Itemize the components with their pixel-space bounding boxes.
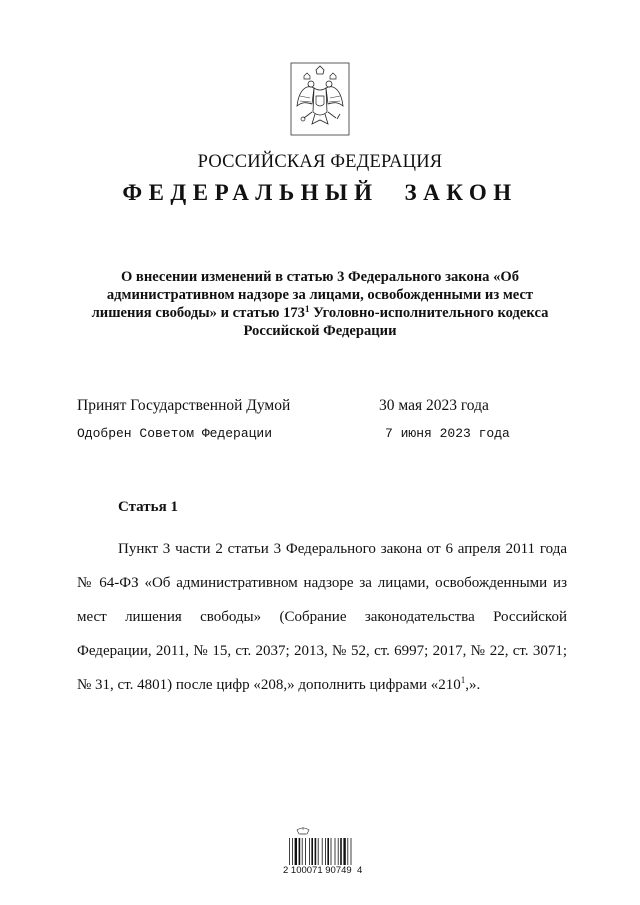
- council-approval-date: 7 июня 2023 года: [385, 426, 510, 441]
- law-title-line3-b: Уголовно-исполнительного кодекса: [309, 305, 549, 321]
- document-type-word1: ФЕДЕРАЛЬНЫЙ: [122, 180, 379, 205]
- document-type: [0, 180, 640, 206]
- coat-of-arms-icon: [290, 62, 350, 136]
- law-title-line2: административном надзоре за лицами, освобожденными из мест: [106, 287, 534, 303]
- law-title: [60, 268, 580, 340]
- council-approval-label: Одобрен Советом Федерации: [77, 426, 273, 441]
- law-title-line3: [60, 304, 580, 322]
- duma-adoption-label: Принят Государственной Думой: [77, 397, 291, 414]
- article-text: Пункт 3 части 2 статьи 3 Федерального закона от 6 апреля 2011 года № 64-ФЗ «Об административном надзоре за лицами, освобожденными из мест лишения свободы» (Собрание законодательства Российской Федерации, 2011, № 15, ст. 2037; 2013, № 52, ст. 6997; 2017, № 22, ст. 3071; № 31, ст. 4801) после цифр «208,» дополнить цифрами «210: [77, 541, 567, 693]
- duma-adoption-date: 30 мая 2023 года: [379, 397, 489, 414]
- article-paragraph: [77, 532, 567, 702]
- article-text-end: ,».: [465, 677, 481, 693]
- country-name: РОССИЙСКАЯ ФЕДЕРАЦИЯ: [197, 152, 443, 172]
- article-body: [77, 532, 567, 702]
- article-superscript: 1: [460, 675, 466, 685]
- law-title-line3-a: лишения свободы» и статью 173: [91, 305, 305, 321]
- law-title-superscript: 1: [304, 304, 310, 314]
- article-heading: Статья 1: [118, 499, 178, 515]
- barcode-number: 2 100071 90749 4: [283, 865, 363, 876]
- law-title-line1: О внесении изменений в статью 3 Федерального закона «Об: [120, 269, 520, 285]
- document-type-word2: ЗАКОН: [404, 180, 518, 205]
- law-title-line4: Российской Федерации: [243, 323, 397, 339]
